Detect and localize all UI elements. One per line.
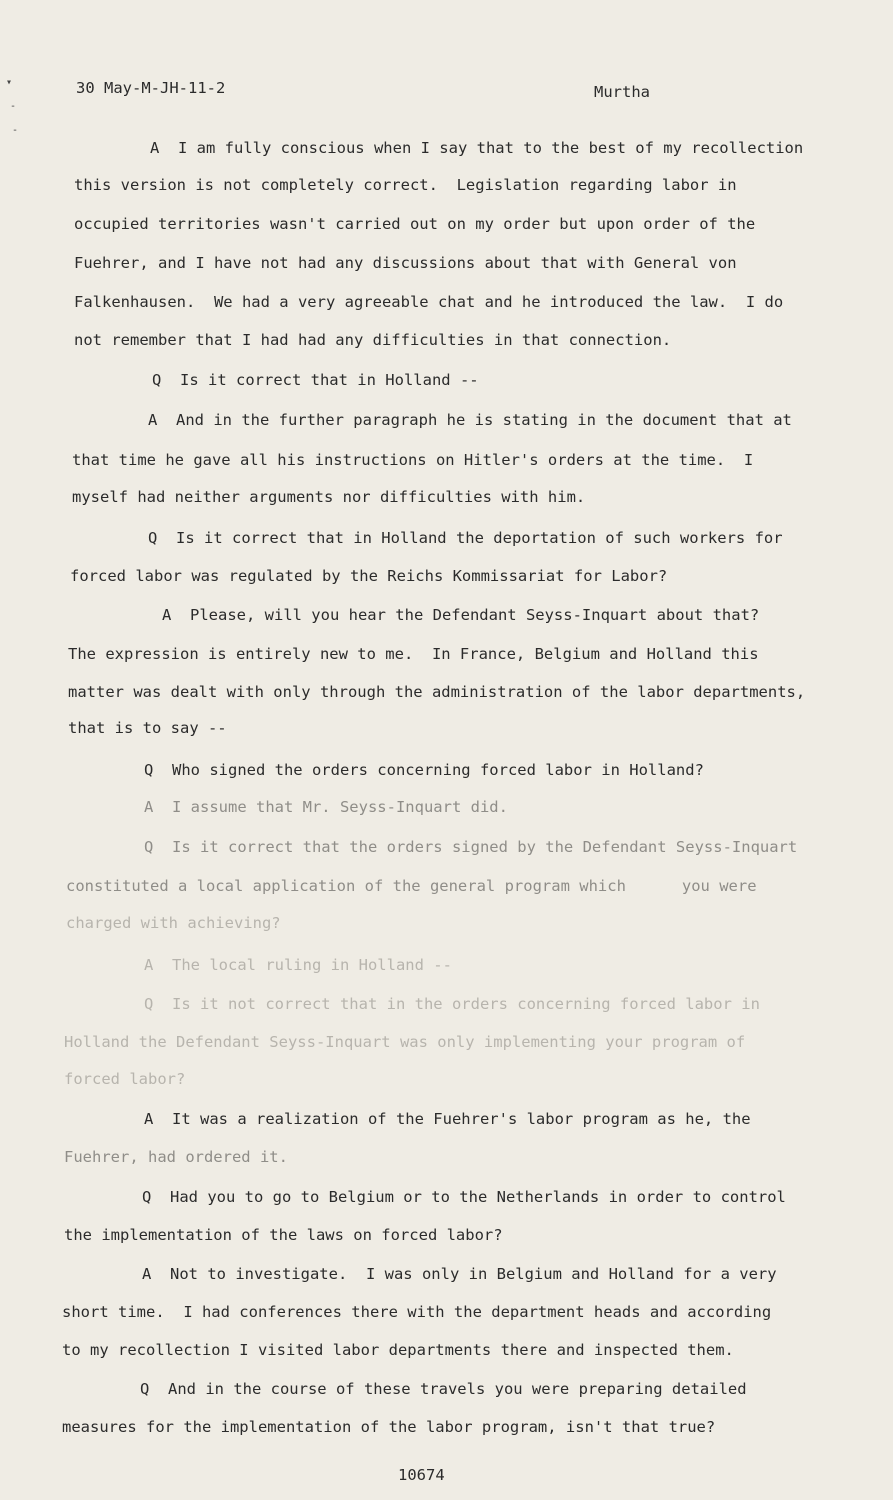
transcript-line: Fuehrer, and I have not had any discussions about that with General von bbox=[74, 254, 737, 272]
transcript-line: Q Is it correct that in Holland the deportation of such workers for bbox=[148, 529, 783, 547]
transcript-line: Holland the Defendant Seyss-Inquart was only implementing your program of bbox=[64, 1033, 746, 1051]
transcript-line: Q And in the course of these travels you were preparing detailed bbox=[140, 1380, 747, 1398]
document-reference: 30 May-M-JH-11-2 bbox=[76, 79, 226, 97]
transcript-line: Fuehrer, had ordered it. bbox=[64, 1148, 288, 1166]
transcript-line: not remember that I had had any difficulties in that connection. bbox=[74, 331, 672, 349]
transcript-line: A The local ruling in Holland -- bbox=[144, 956, 452, 974]
transcript-line: myself had neither arguments nor difficulties with him. bbox=[72, 488, 586, 506]
page-number: 10674 bbox=[398, 1466, 445, 1484]
transcript-line: A And in the further paragraph he is stating in the document that at bbox=[148, 411, 792, 429]
transcript-line: to my recollection I visited labor departments there and inspected them. bbox=[62, 1341, 734, 1359]
margin-mark: - bbox=[12, 125, 19, 136]
transcript-line: measures for the implementation of the labor program, isn't that true? bbox=[62, 1418, 716, 1436]
transcript-line: forced labor was regulated by the Reichs Kommissariat for Labor? bbox=[70, 567, 668, 585]
transcript-line: matter was dealt with only through the administration of the labor departments, bbox=[68, 683, 806, 701]
transcript-line: constituted a local application of the general program which you were bbox=[66, 877, 757, 895]
transcript-line: short time. I had conferences there with the department heads and according bbox=[62, 1303, 772, 1321]
transcript-line: A I am fully conscious when I say that to the best of my recollection bbox=[150, 139, 804, 157]
transcript-line: A I assume that Mr. Seyss-Inquart did. bbox=[144, 798, 508, 816]
margin-mark: ▾ bbox=[6, 77, 13, 88]
transcript-line: A Not to investigate. I was only in Belgium and Holland for a very bbox=[142, 1265, 777, 1283]
transcript-line: the implementation of the laws on forced labor? bbox=[64, 1226, 503, 1244]
transcript-line: A It was a realization of the Fuehrer's labor program as he, the bbox=[144, 1110, 751, 1128]
transcript-line: Falkenhausen. We had a very agreeable chat and he introduced the law. I do bbox=[74, 293, 784, 311]
transcript-line: that is to say -- bbox=[68, 719, 227, 737]
transcript-line: Q Is it correct that in Holland -- bbox=[152, 371, 479, 389]
transcript-line: that time he gave all his instructions on Hitler's orders at the time. I bbox=[72, 451, 754, 469]
transcript-line: charged with achieving? bbox=[66, 914, 281, 932]
reporter-name: Murtha bbox=[594, 83, 650, 101]
transcript-line: Q Is it correct that the orders signed by the Defendant Seyss-Inquart bbox=[144, 838, 798, 856]
transcript-line: Q Had you to go to Belgium or to the Netherlands in order to control bbox=[142, 1188, 786, 1206]
margin-mark: - bbox=[10, 101, 17, 112]
transcript-line: A Please, will you hear the Defendant Seyss-Inquart about that? bbox=[162, 606, 760, 624]
transcript-line: Q Who signed the orders concerning forced labor in Holland? bbox=[144, 761, 704, 779]
transcript-line: this version is not completely correct. Legislation regarding labor in bbox=[74, 176, 737, 194]
transcript-line: occupied territories wasn't carried out on my order but upon order of the bbox=[74, 215, 756, 233]
transcript-line: Q Is it not correct that in the orders concerning forced labor in bbox=[144, 995, 760, 1013]
transcript-line: The expression is entirely new to me. In France, Belgium and Holland this bbox=[68, 645, 759, 663]
transcript-line: forced labor? bbox=[64, 1070, 186, 1088]
